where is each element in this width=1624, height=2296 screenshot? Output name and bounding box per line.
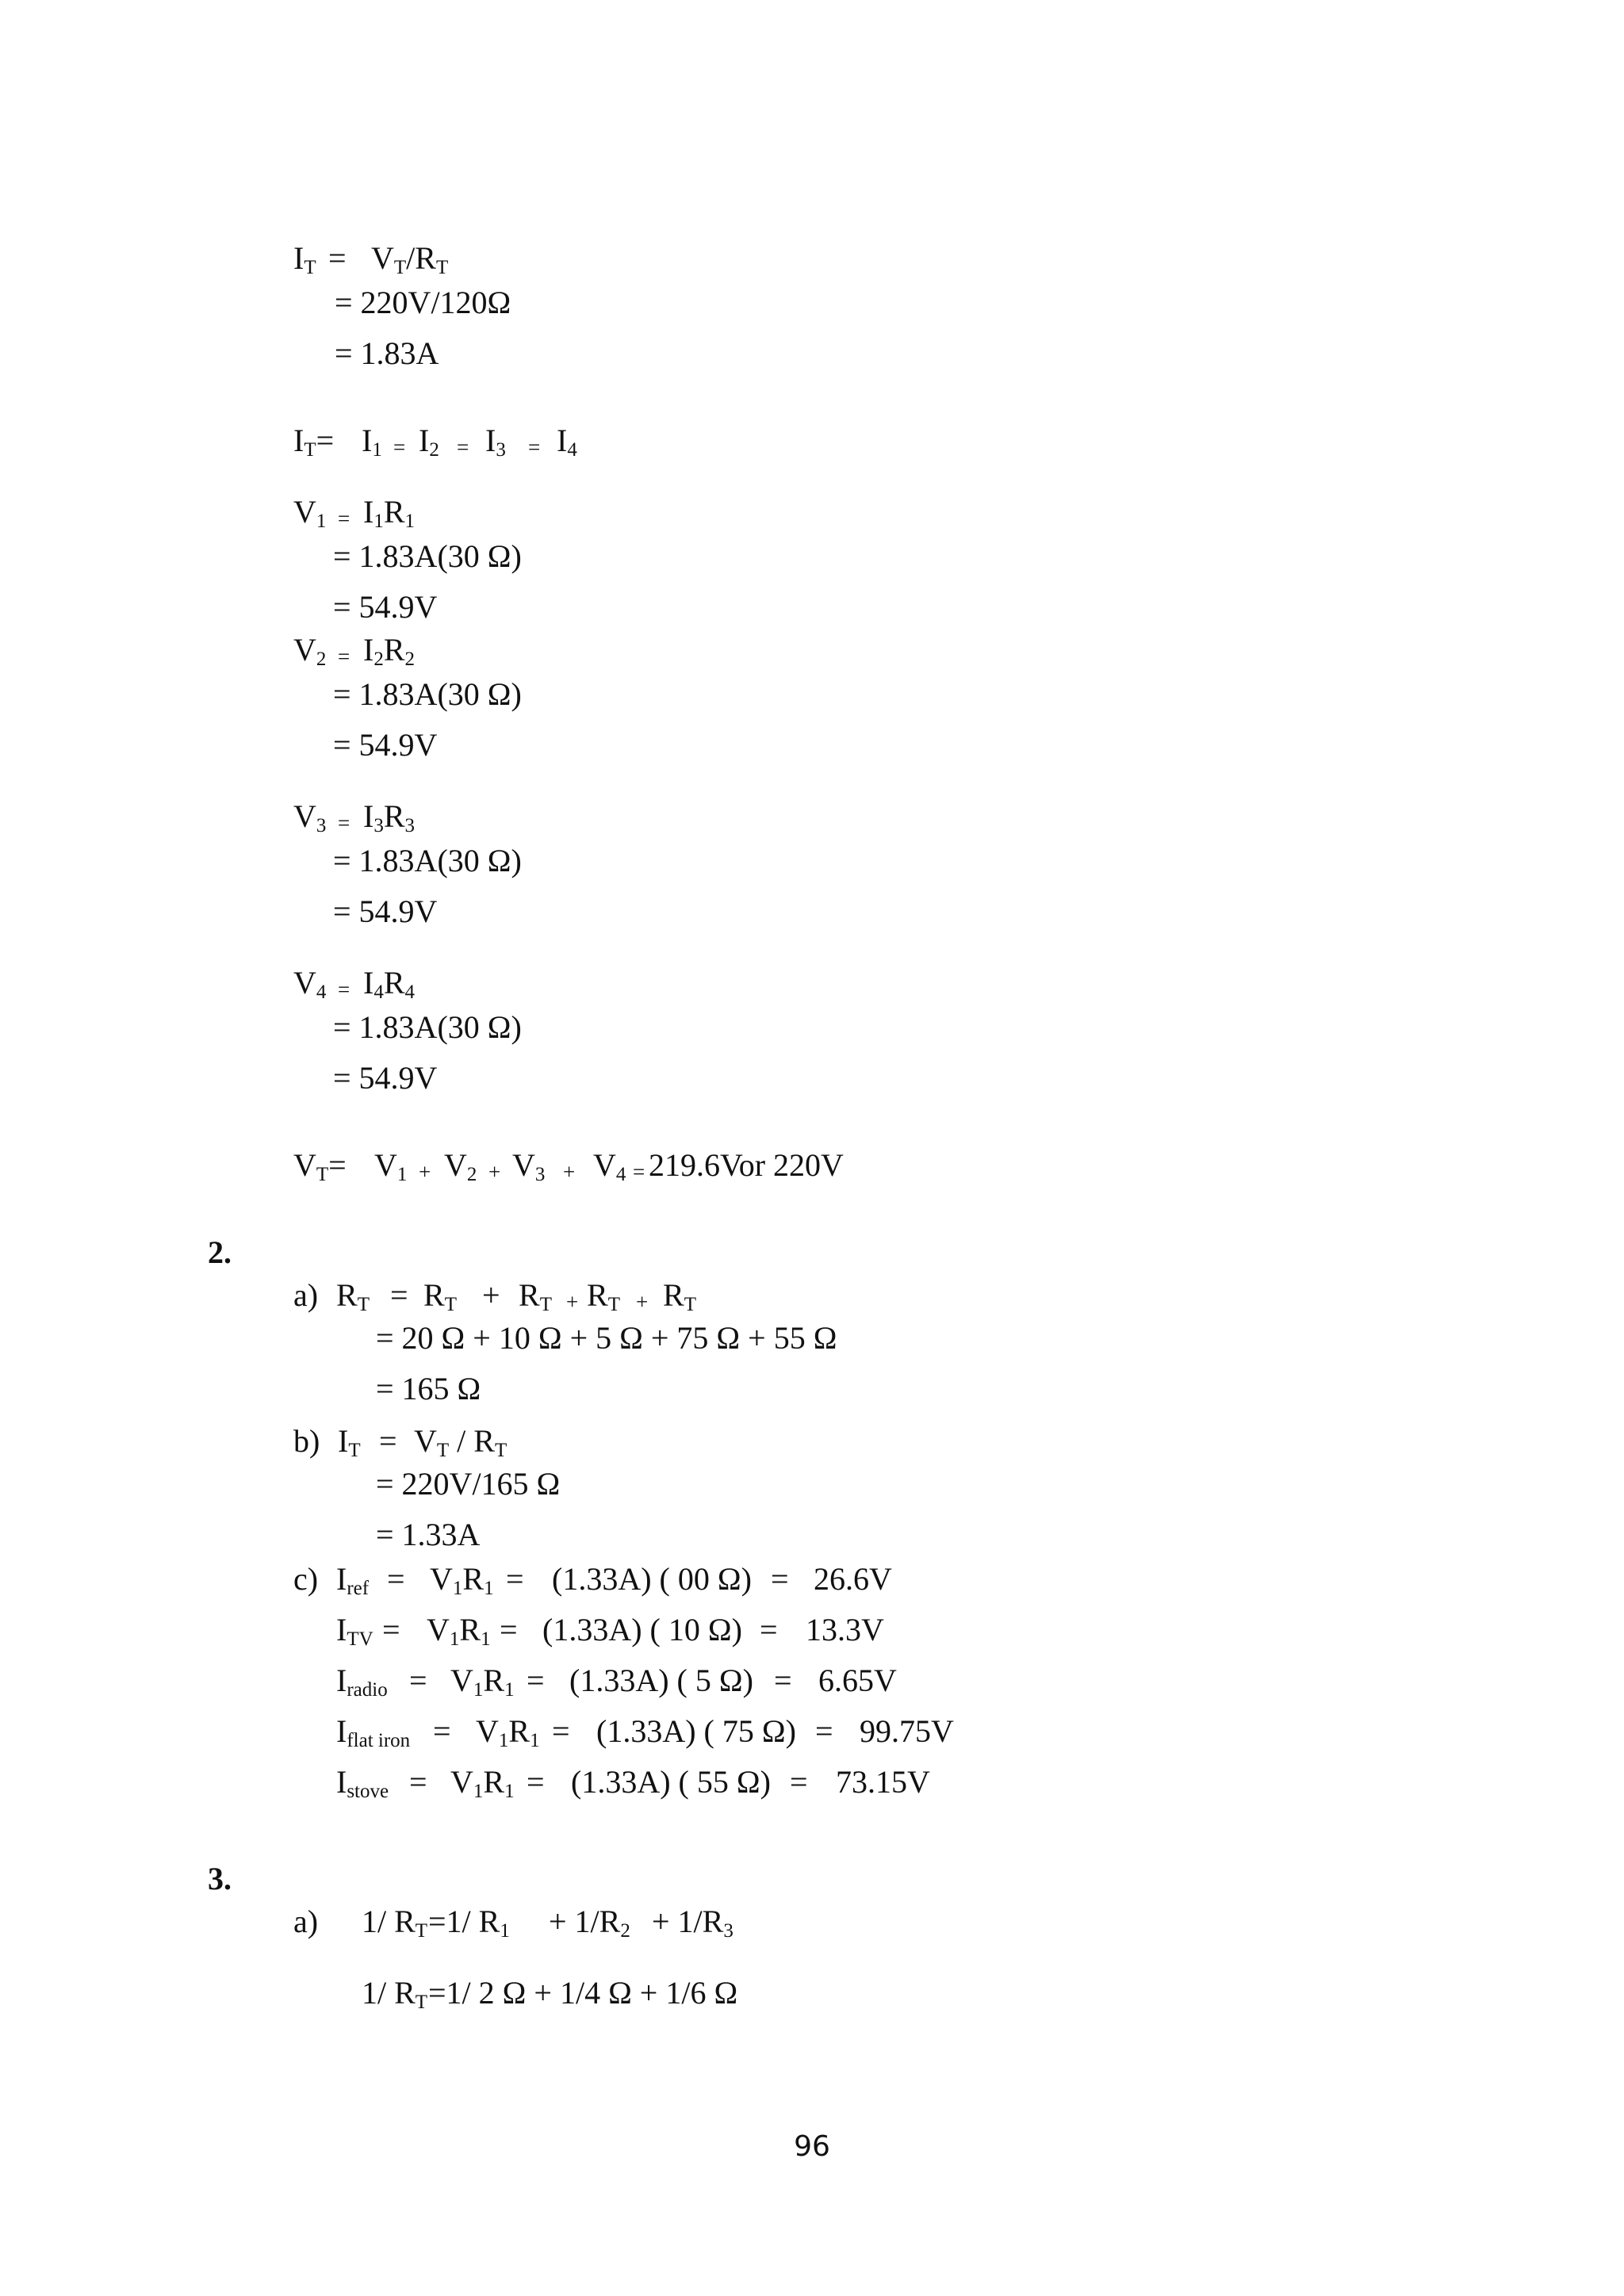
question-3-number: 3. (208, 1861, 232, 1896)
q2a-substitution: = 20 Ω + 10 Ω + 5 Ω + 75 Ω + 55 Ω (376, 1320, 837, 1356)
q2a-result: = 165 Ω (376, 1371, 481, 1406)
v4-result: = 54.9V (333, 1060, 438, 1096)
v2-substitution: = 1.83A(30 Ω) (333, 676, 522, 712)
question-2-number: 2. (208, 1234, 232, 1270)
q2b-result: = 1.33A (376, 1517, 481, 1552)
v2-result: = 54.9V (333, 727, 438, 763)
it-result: = 1.83A (335, 335, 439, 371)
it-substitution: = 220V/120Ω (335, 285, 511, 320)
page-number: 96 (794, 2130, 830, 2163)
v3-result: = 54.9V (333, 894, 438, 929)
v1-result: = 54.9V (333, 589, 438, 625)
v1-substitution: = 1.83A(30 Ω) (333, 538, 522, 574)
v3-substitution: = 1.83A(30 Ω) (333, 843, 522, 878)
q2b-substitution: = 220V/165 Ω (376, 1466, 561, 1502)
v4-substitution: = 1.83A(30 Ω) (333, 1009, 522, 1045)
